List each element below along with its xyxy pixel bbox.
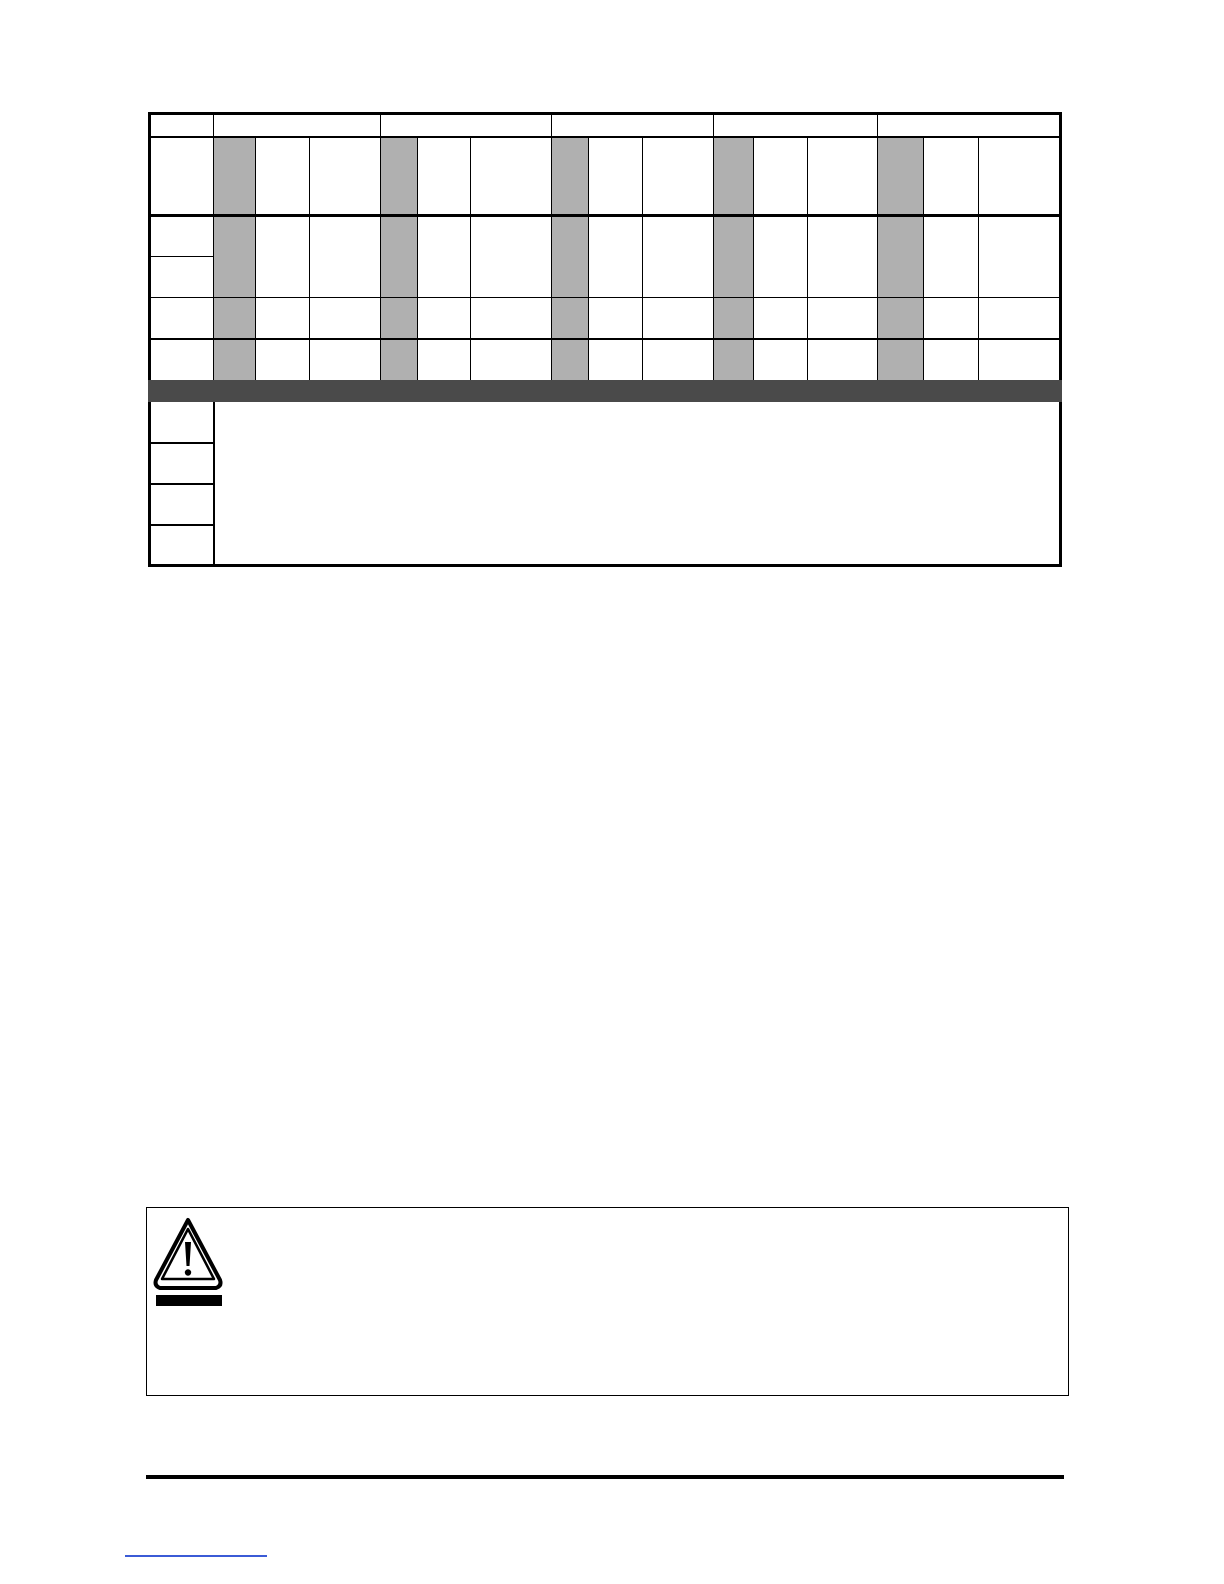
subcolumn-divider: [588, 137, 589, 380]
subcolumn-divider: [417, 137, 418, 380]
group-divider: [213, 112, 214, 380]
warning-box: [146, 1207, 1069, 1396]
subcolumn-divider: [978, 137, 979, 380]
table-row-divider: [148, 338, 1062, 340]
subcolumn-divider: [255, 137, 256, 380]
table-subheader-divider: [148, 214, 1062, 217]
table-header-divider: [148, 136, 1062, 138]
shaded-column: [878, 137, 923, 380]
warning-triangle-icon: [152, 1216, 224, 1306]
lower-row-divider: [148, 483, 214, 485]
shaded-column: [381, 137, 417, 380]
subcolumn-divider: [642, 137, 643, 380]
group-divider: [380, 112, 381, 380]
table-row-divider: [148, 256, 214, 257]
table-row-divider: [148, 297, 1062, 298]
section-title-bar: [148, 380, 1062, 402]
subcolumn-divider: [807, 137, 808, 380]
shaded-column: [714, 137, 753, 380]
subcolumn-divider: [309, 137, 310, 380]
group-divider: [713, 112, 714, 380]
footer-link-underline[interactable]: [125, 1555, 267, 1557]
subcolumn-divider: [470, 137, 471, 380]
subcolumn-divider: [923, 137, 924, 380]
group-divider: [877, 112, 878, 380]
group-divider: [551, 112, 552, 380]
shaded-column: [552, 137, 588, 380]
subcolumn-divider: [753, 137, 754, 380]
lower-row-divider: [148, 524, 214, 526]
lower-row-divider: [148, 442, 214, 444]
shaded-column: [214, 137, 255, 380]
footer-rule: [146, 1475, 1064, 1479]
